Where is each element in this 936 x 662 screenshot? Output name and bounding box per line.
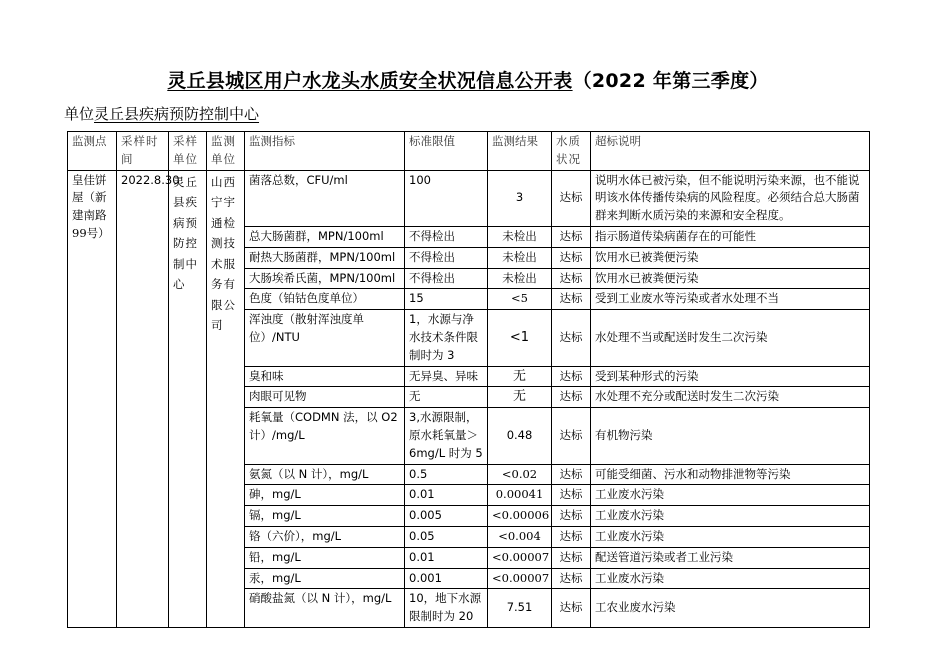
header-cell: 监测指标 [245,132,405,171]
limit-cell: 0.005 [405,506,488,527]
limit-cell: 1，水源与净水技术条件限制时为 3 [405,310,488,366]
status-cell: 达标 [552,268,591,289]
note-cell: 水处理不当或配送时发生二次污染 [591,310,870,366]
header-cell: 采样时间 [117,132,169,171]
status-cell: 达标 [552,506,591,527]
result-cell: 无 [488,366,552,387]
header-cell: 监测点 [68,132,117,171]
result-cell: 3 [488,170,552,226]
status-cell: 达标 [552,170,591,226]
header-cell: 水质状况 [552,132,591,171]
limit-cell: 10，地下水源限制时为 20 [405,589,488,628]
result-cell: 无 [488,387,552,408]
site-point-cell: 皇佳饼屋（新建南路99号） [68,170,117,627]
status-cell: 达标 [552,387,591,408]
limit-cell: 无异臭、异味 [405,366,488,387]
indicator-cell: 氨氮（以 N 计），mg/L [245,464,405,485]
table-row [68,170,870,226]
note-cell: 配送管道污染或者工业污染 [591,547,870,568]
indicator-cell: 肉眼可见物 [245,387,405,408]
status-cell: 达标 [552,289,591,310]
sampling-date-cell: 2022.8.30 [117,170,169,627]
limit-cell: 3,水源限制，原水耗氧量＞6mg/L 时为 5 [405,408,488,464]
status-cell: 达标 [552,526,591,547]
status-cell: 达标 [552,366,591,387]
limit-cell: 0.01 [405,485,488,506]
result-cell: 0.48 [488,408,552,464]
note-cell: 有机物污染 [591,408,870,464]
indicator-cell: 耗氧量（CODMN 法，以 O2 计）/mg/L [245,408,405,464]
note-cell: 可能受细菌、污水和动物排泄物等污染 [591,464,870,485]
indicator-cell: 总大肠菌群，MPN/100ml [245,226,405,247]
limit-cell: 不得检出 [405,247,488,268]
limit-cell: 0.001 [405,568,488,589]
indicator-cell: 浑浊度（散射浑浊度单位）/NTU [245,310,405,366]
sampling-unit-cell: 灵丘县疾病预防控制中心 [169,170,207,627]
result-cell: <5 [488,289,552,310]
title-main: 灵丘县城区用户水龙头水质安全状况信息公开表 [167,70,573,92]
status-cell: 达标 [552,547,591,568]
note-cell: 饮用水已被粪便污染 [591,268,870,289]
limit-cell: 0.01 [405,547,488,568]
status-cell: 达标 [552,589,591,628]
note-cell: 工农业废水污染 [591,589,870,628]
indicator-cell: 铅，mg/L [245,547,405,568]
note-cell: 工业废水污染 [591,526,870,547]
indicator-cell: 臭和味 [245,366,405,387]
result-cell: 未检出 [488,226,552,247]
header-cell: 监测结果 [488,132,552,171]
indicator-cell: 菌落总数，CFU/ml [245,170,405,226]
limit-cell: 15 [405,289,488,310]
result-cell: <0.00007 [488,547,552,568]
limit-cell: 0.05 [405,526,488,547]
note-cell: 工业废水污染 [591,485,870,506]
note-cell: 说明水体已被污染，但不能说明污染来源，也不能说明该水体传播传染病的风险程度。必须结合总大肠菌群来判断水质污染的来源和安全程度。 [591,170,870,226]
result-cell: <0.00007 [488,568,552,589]
note-cell: 工业废水污染 [591,568,870,589]
result-cell: <0.00006 [488,506,552,527]
header-cell: 采样单位 [169,132,207,171]
result-cell: 未检出 [488,268,552,289]
indicator-cell: 砷，mg/L [245,485,405,506]
indicator-cell: 色度（铂钴色度单位） [245,289,405,310]
result-cell: 未检出 [488,247,552,268]
limit-cell: 100 [405,170,488,226]
status-cell: 达标 [552,568,591,589]
header-cell: 监测单位 [207,132,245,171]
unit-line [64,103,271,124]
indicator-cell: 硝酸盐氮（以 N 计），mg/L [245,589,405,628]
status-cell: 达标 [552,485,591,506]
indicator-cell: 镉，mg/L [245,506,405,527]
result-cell: <0.02 [488,464,552,485]
status-cell: 达标 [552,247,591,268]
unit-label: 单位 [64,105,95,123]
header-cell: 超标说明 [591,132,870,171]
result-cell: <1 [488,310,552,366]
limit-cell: 不得检出 [405,268,488,289]
status-cell: 达标 [552,464,591,485]
status-cell: 达标 [552,408,591,464]
water-quality-table [67,131,870,628]
note-cell: 指示肠道传染病菌存在的可能性 [591,226,870,247]
indicator-cell: 大肠埃希氏菌，MPN/100ml [245,268,405,289]
unit-value: 灵丘县疾病预防控制中心 [94,105,260,123]
limit-cell: 不得检出 [405,226,488,247]
result-cell: <0.004 [488,526,552,547]
note-cell: 受到工业废水等污染或者水处理不当 [591,289,870,310]
limit-cell: 无 [405,387,488,408]
page-title [0,66,936,93]
indicator-cell: 耐热大肠菌群，MPN/100ml [245,247,405,268]
note-cell: 饮用水已被粪便污染 [591,247,870,268]
title-suffix: （2022 年第三季度） [572,70,769,92]
note-cell: 工业废水污染 [591,506,870,527]
note-cell: 受到某种形式的污染 [591,366,870,387]
indicator-cell: 汞，mg/L [245,568,405,589]
table-header-row [68,132,870,171]
header-cell: 标准限值 [405,132,488,171]
result-cell: 0.00041 [488,485,552,506]
status-cell: 达标 [552,226,591,247]
limit-cell: 0.5 [405,464,488,485]
result-cell: 7.51 [488,589,552,628]
indicator-cell: 铬（六价），mg/L [245,526,405,547]
testing-unit-cell: 山西宁宇通检测技术服务有限公司 [207,170,245,627]
note-cell: 水处理不充分或配送时发生二次污染 [591,387,870,408]
status-cell: 达标 [552,310,591,366]
